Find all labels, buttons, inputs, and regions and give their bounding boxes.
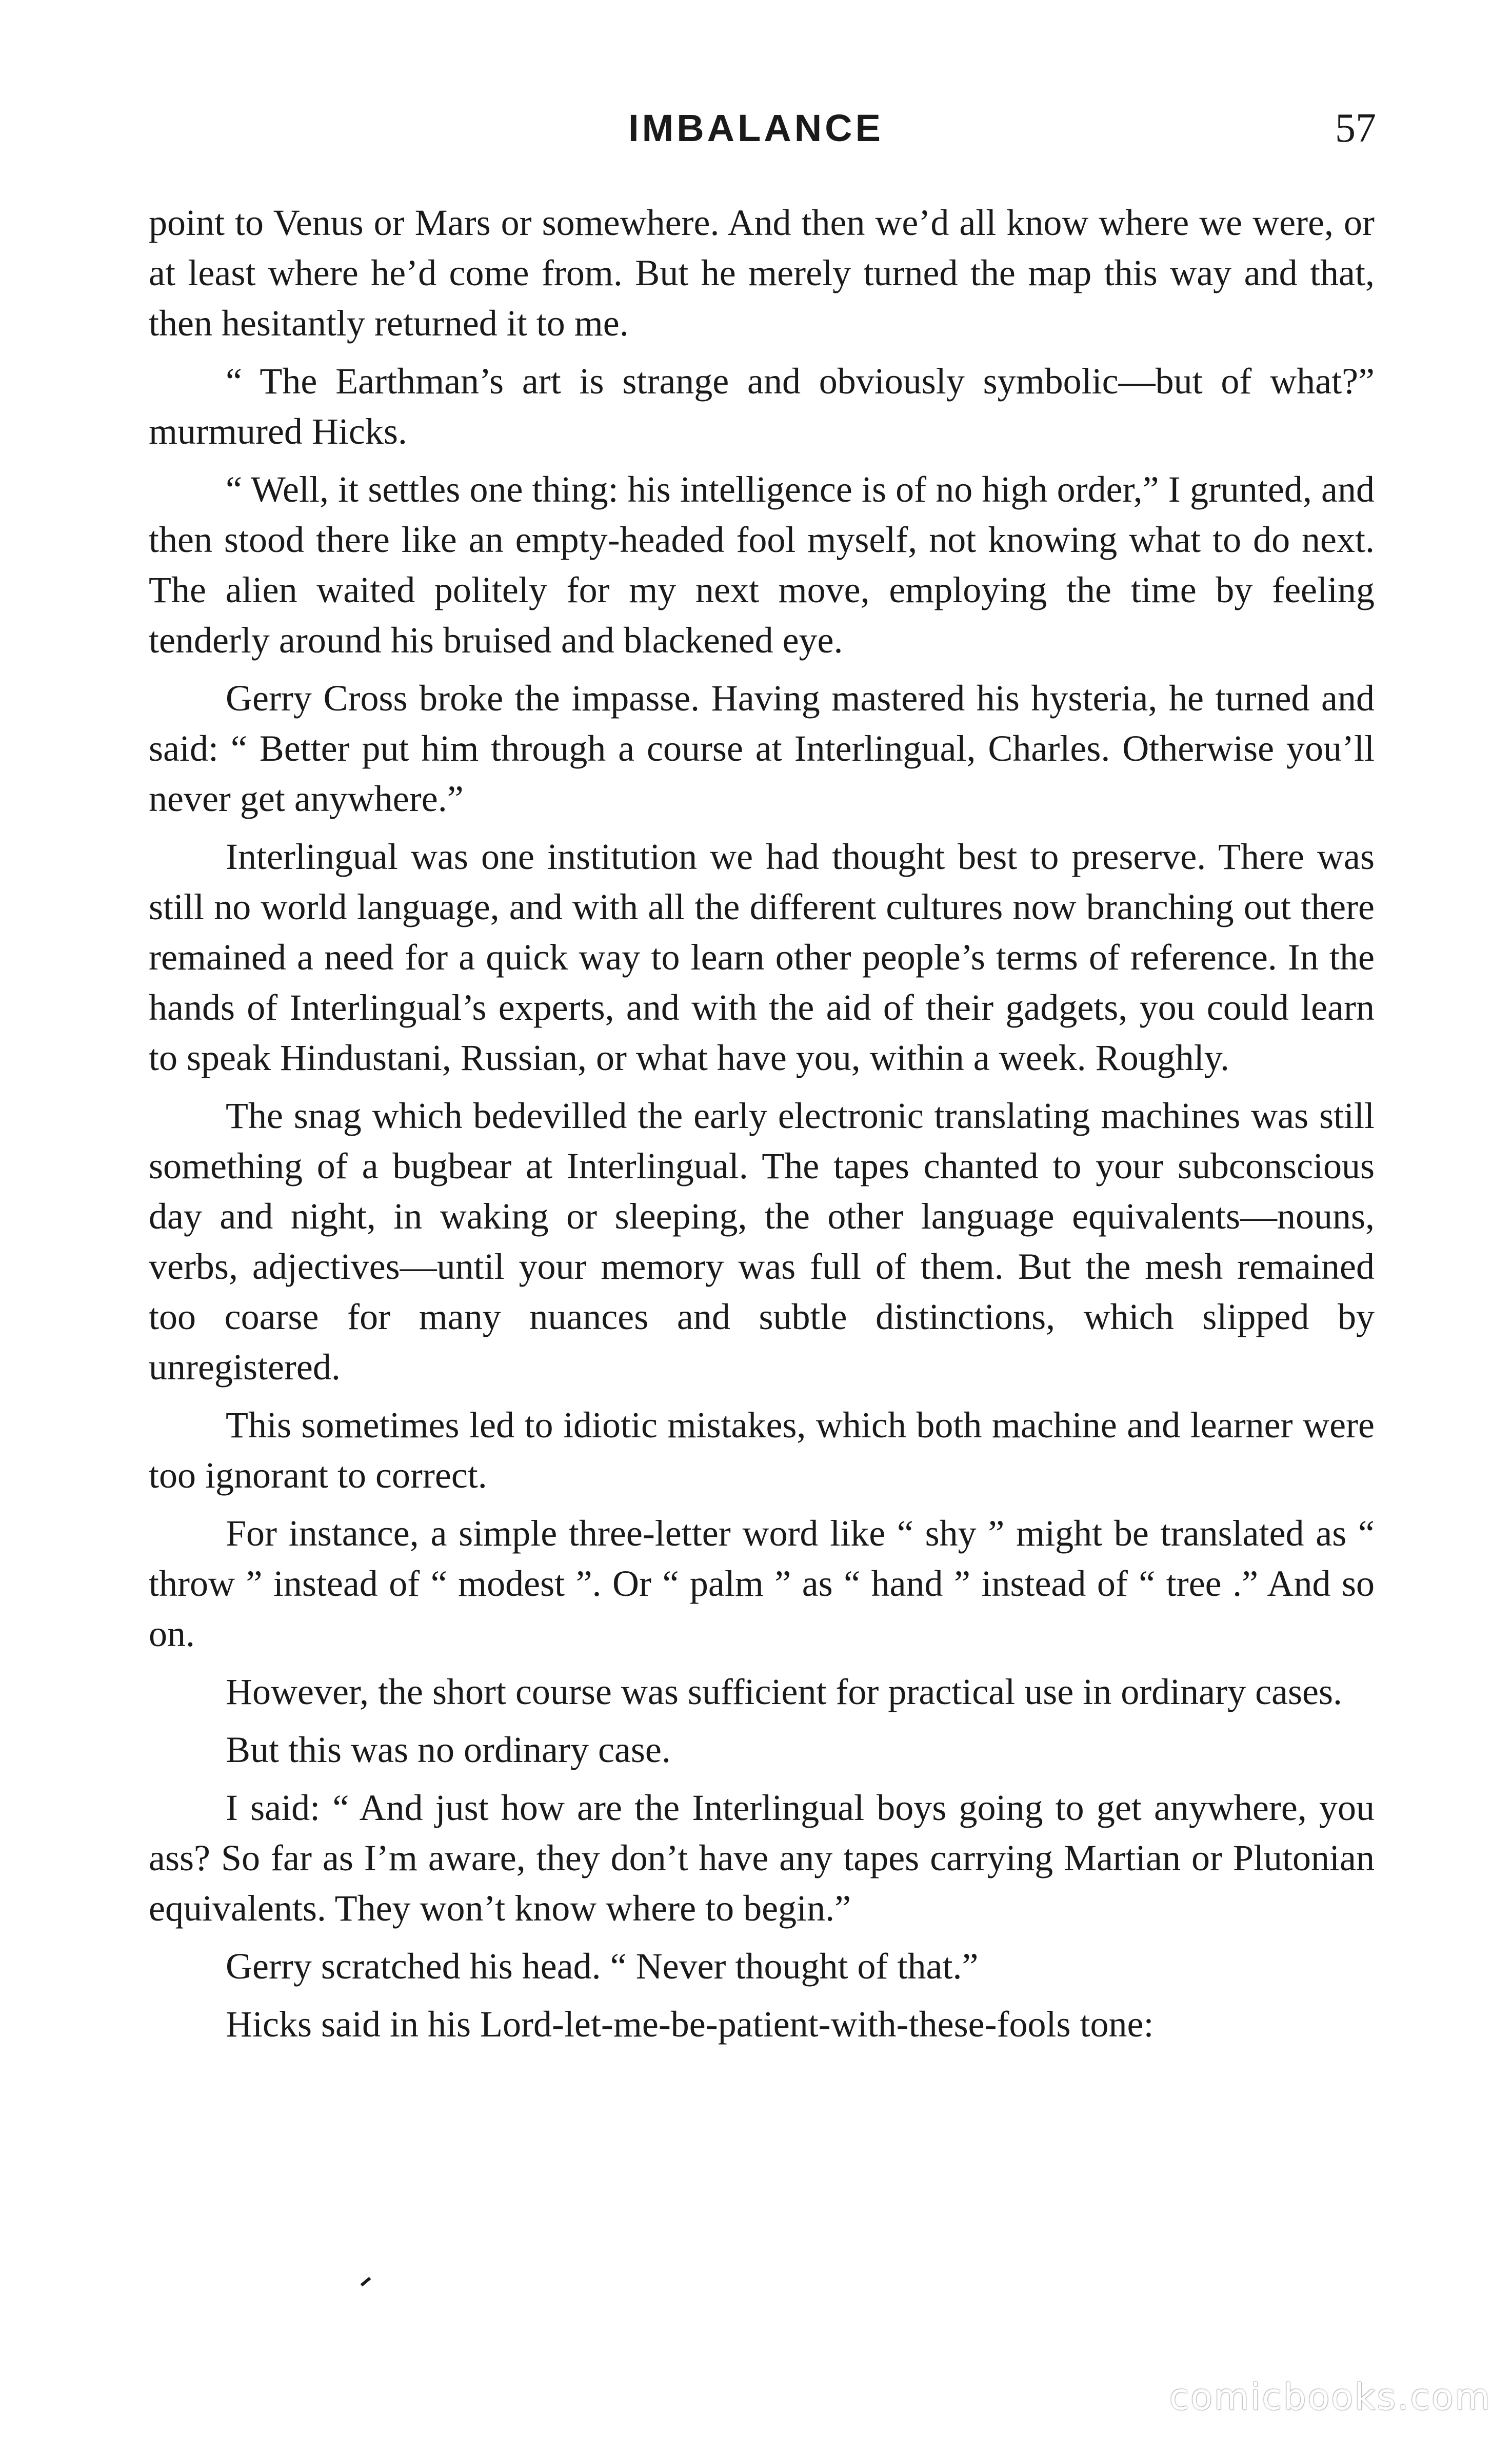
paragraph: Gerry Cross broke the impasse. Having mastered his hysteria, he turned and said: “ Better put him through a course at Interlingual, Charles. Otherwise you’ll never get anywhere.”: [149, 678, 1375, 819]
paragraph: Gerry scratched his head. “ Never thought of that.”: [226, 1946, 979, 1987]
running-header: [0, 100, 1512, 156]
paragraph: This sometimes led to idiotic mistakes, which both machine and learner were too ignorant to correct.: [149, 1404, 1375, 1496]
page-number: 57: [1335, 106, 1376, 151]
paragraph: For instance, a simple three-letter word like “ shy ” might be translated as “ throw ” instead of “ modest ”. Or “ palm ” as “ hand ” instead of “ tree .” And so on.: [149, 1513, 1375, 1654]
paragraph: “ The Earthman’s art is strange and obviously symbolic—but of what?” murmured Hicks.: [149, 361, 1375, 452]
paragraph: The snag which bedevilled the early electronic translating machines was still something of a bugbear at Interlingual. The tapes chanted to your subconscious day and night, in waking or sleeping, the other language equivalents—nouns, verbs, adjectives—until your memory was full of them. But the mesh remained too coarse for many nuances and subtle distinctions, which slipped by unregistered.: [149, 1095, 1375, 1388]
paragraph: I said: “ And just how are the Interlingual boys going to get anywhere, you ass? So far as I’m aware, they don’t have any tapes carrying Martian or Plutonian equivalents. They won’t know where to begin.”: [149, 1787, 1375, 1929]
body-text: [149, 197, 1375, 2057]
watermark: comicbooks.com: [1169, 2376, 1491, 2418]
paragraph: Hicks said in his Lord-let-me-be-patient-with-these-fools tone:: [226, 2004, 1154, 2045]
running-title: IMBALANCE: [628, 107, 884, 149]
paragraph: However, the short course was sufficient for practical use in ordinary cases.: [226, 1671, 1343, 1712]
paragraph: Interlingual was one institution we had thought best to preserve. There was still no world language, and with all the different cultures now branching out there remained a need for a quick way to learn other people’s terms of reference. In the hands of Interlingual’s experts, and with the aid of their gadgets, you could learn to speak Hindustani, Russian, or what have you, within a week. Roughly.: [149, 836, 1375, 1078]
stray-ink-mark: [361, 2277, 371, 2287]
paragraph: point to Venus or Mars or somewhere. And then we’d all know where we were, or at least where he’d come from. But he merely turned the map this way and that, then hesitantly returned it to me.: [149, 202, 1375, 344]
paragraph: But this was no ordinary case.: [226, 1729, 671, 1770]
paragraph: “ Well, it settles one thing: his intelligence is of no high order,” I grunted, and then stood there like an empty-headed fool myself, not knowing what to do next. The alien waited politely for my next move, employing the time by feeling tenderly around his bruised and blackened eye.: [149, 469, 1375, 661]
